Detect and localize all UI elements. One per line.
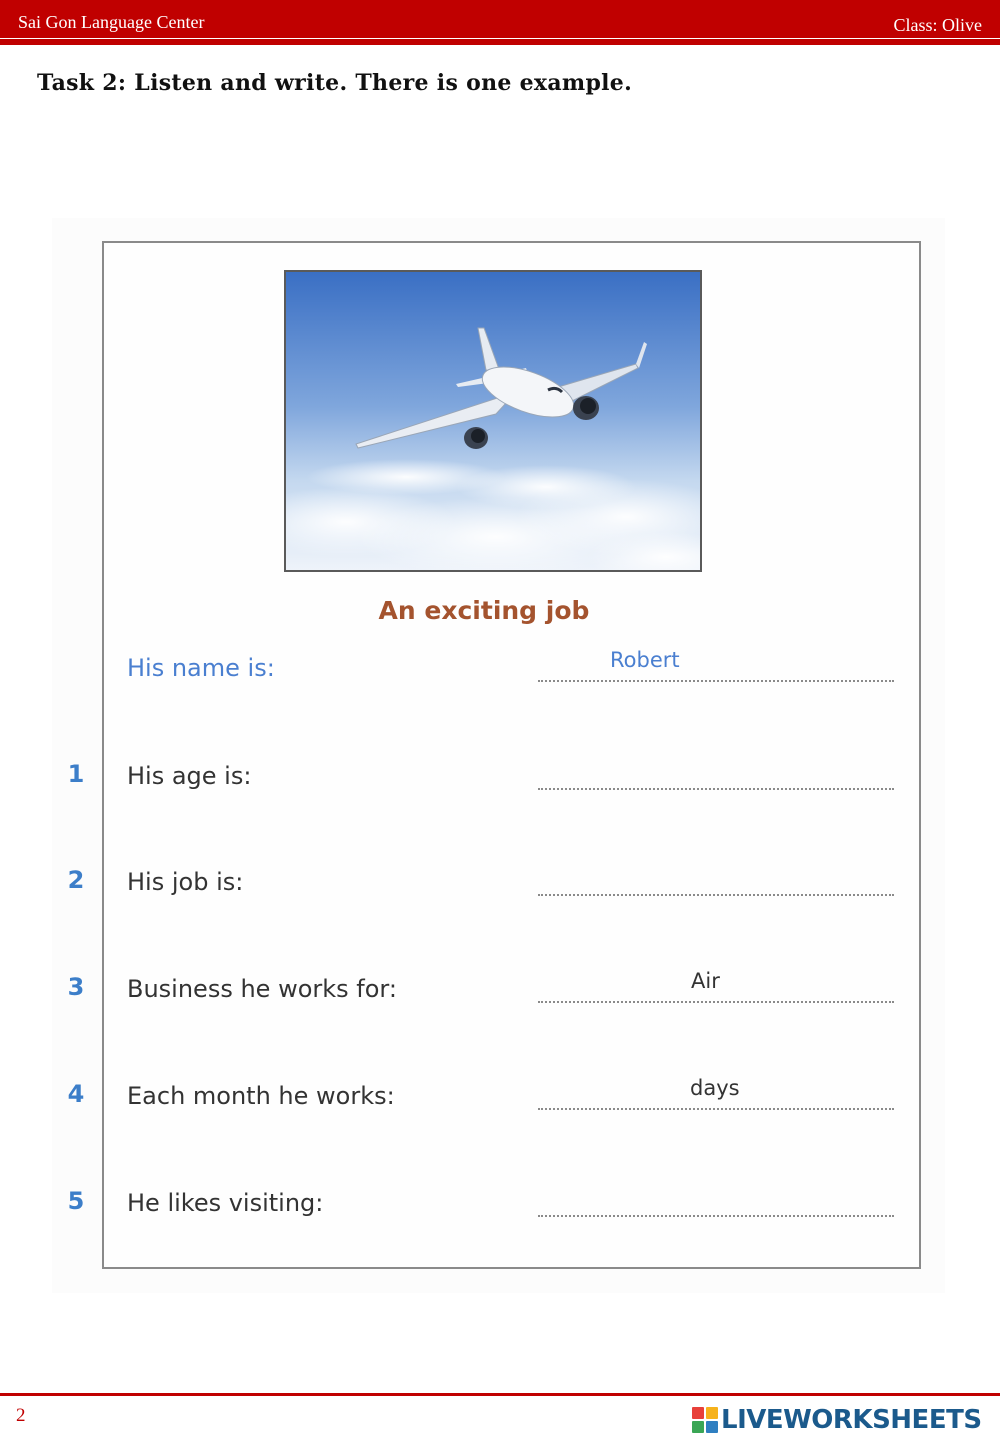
question-row xyxy=(0,969,1000,1013)
answer-line xyxy=(538,680,894,682)
question-label: His age is: xyxy=(127,762,252,790)
logo-square xyxy=(706,1407,718,1419)
airplane-icon xyxy=(286,272,700,570)
answer-field[interactable] xyxy=(538,1001,894,1003)
example-row xyxy=(0,648,1000,692)
worksheet-heading: An exciting job xyxy=(378,596,590,625)
question-number: 3 xyxy=(67,973,85,1001)
example-label: His name is: xyxy=(127,654,275,682)
brand-name: LIVEWORKSHEETS xyxy=(721,1405,982,1435)
question-number: 1 xyxy=(67,760,85,788)
logo-squares-icon xyxy=(692,1407,718,1433)
example-answer: Robert xyxy=(610,648,680,672)
logo-square xyxy=(692,1407,704,1419)
answer-field[interactable] xyxy=(538,1215,894,1217)
question-label: He likes visiting: xyxy=(127,1189,324,1217)
class-name: Class: Olive xyxy=(893,15,982,35)
answer-field[interactable] xyxy=(538,894,894,896)
question-row xyxy=(0,760,1000,800)
question-row xyxy=(0,1076,1000,1120)
answer-field[interactable] xyxy=(538,788,894,790)
airplane-photo xyxy=(284,270,702,572)
question-number: 5 xyxy=(67,1187,85,1215)
school-name: Sai Gon Language Center xyxy=(18,12,205,32)
task-title: Task 2: Listen and write. There is one example. xyxy=(37,70,633,96)
logo-square xyxy=(706,1421,718,1433)
question-label: Each month he works: xyxy=(127,1082,395,1110)
liveworksheets-logo[interactable] xyxy=(692,1404,982,1436)
question-label: His job is: xyxy=(127,868,244,896)
question-label: Business he works for: xyxy=(127,975,397,1003)
question-row xyxy=(0,1187,1000,1227)
prefilled-word: Air xyxy=(691,969,720,993)
question-number: 2 xyxy=(67,866,85,894)
question-row xyxy=(0,866,1000,906)
footer-divider xyxy=(0,1393,1000,1396)
prefilled-word: days xyxy=(690,1076,740,1100)
logo-square xyxy=(692,1421,704,1433)
header-divider xyxy=(0,39,1000,45)
page-number: 2 xyxy=(16,1405,26,1426)
question-number: 4 xyxy=(67,1080,85,1108)
answer-field[interactable] xyxy=(538,1108,894,1110)
